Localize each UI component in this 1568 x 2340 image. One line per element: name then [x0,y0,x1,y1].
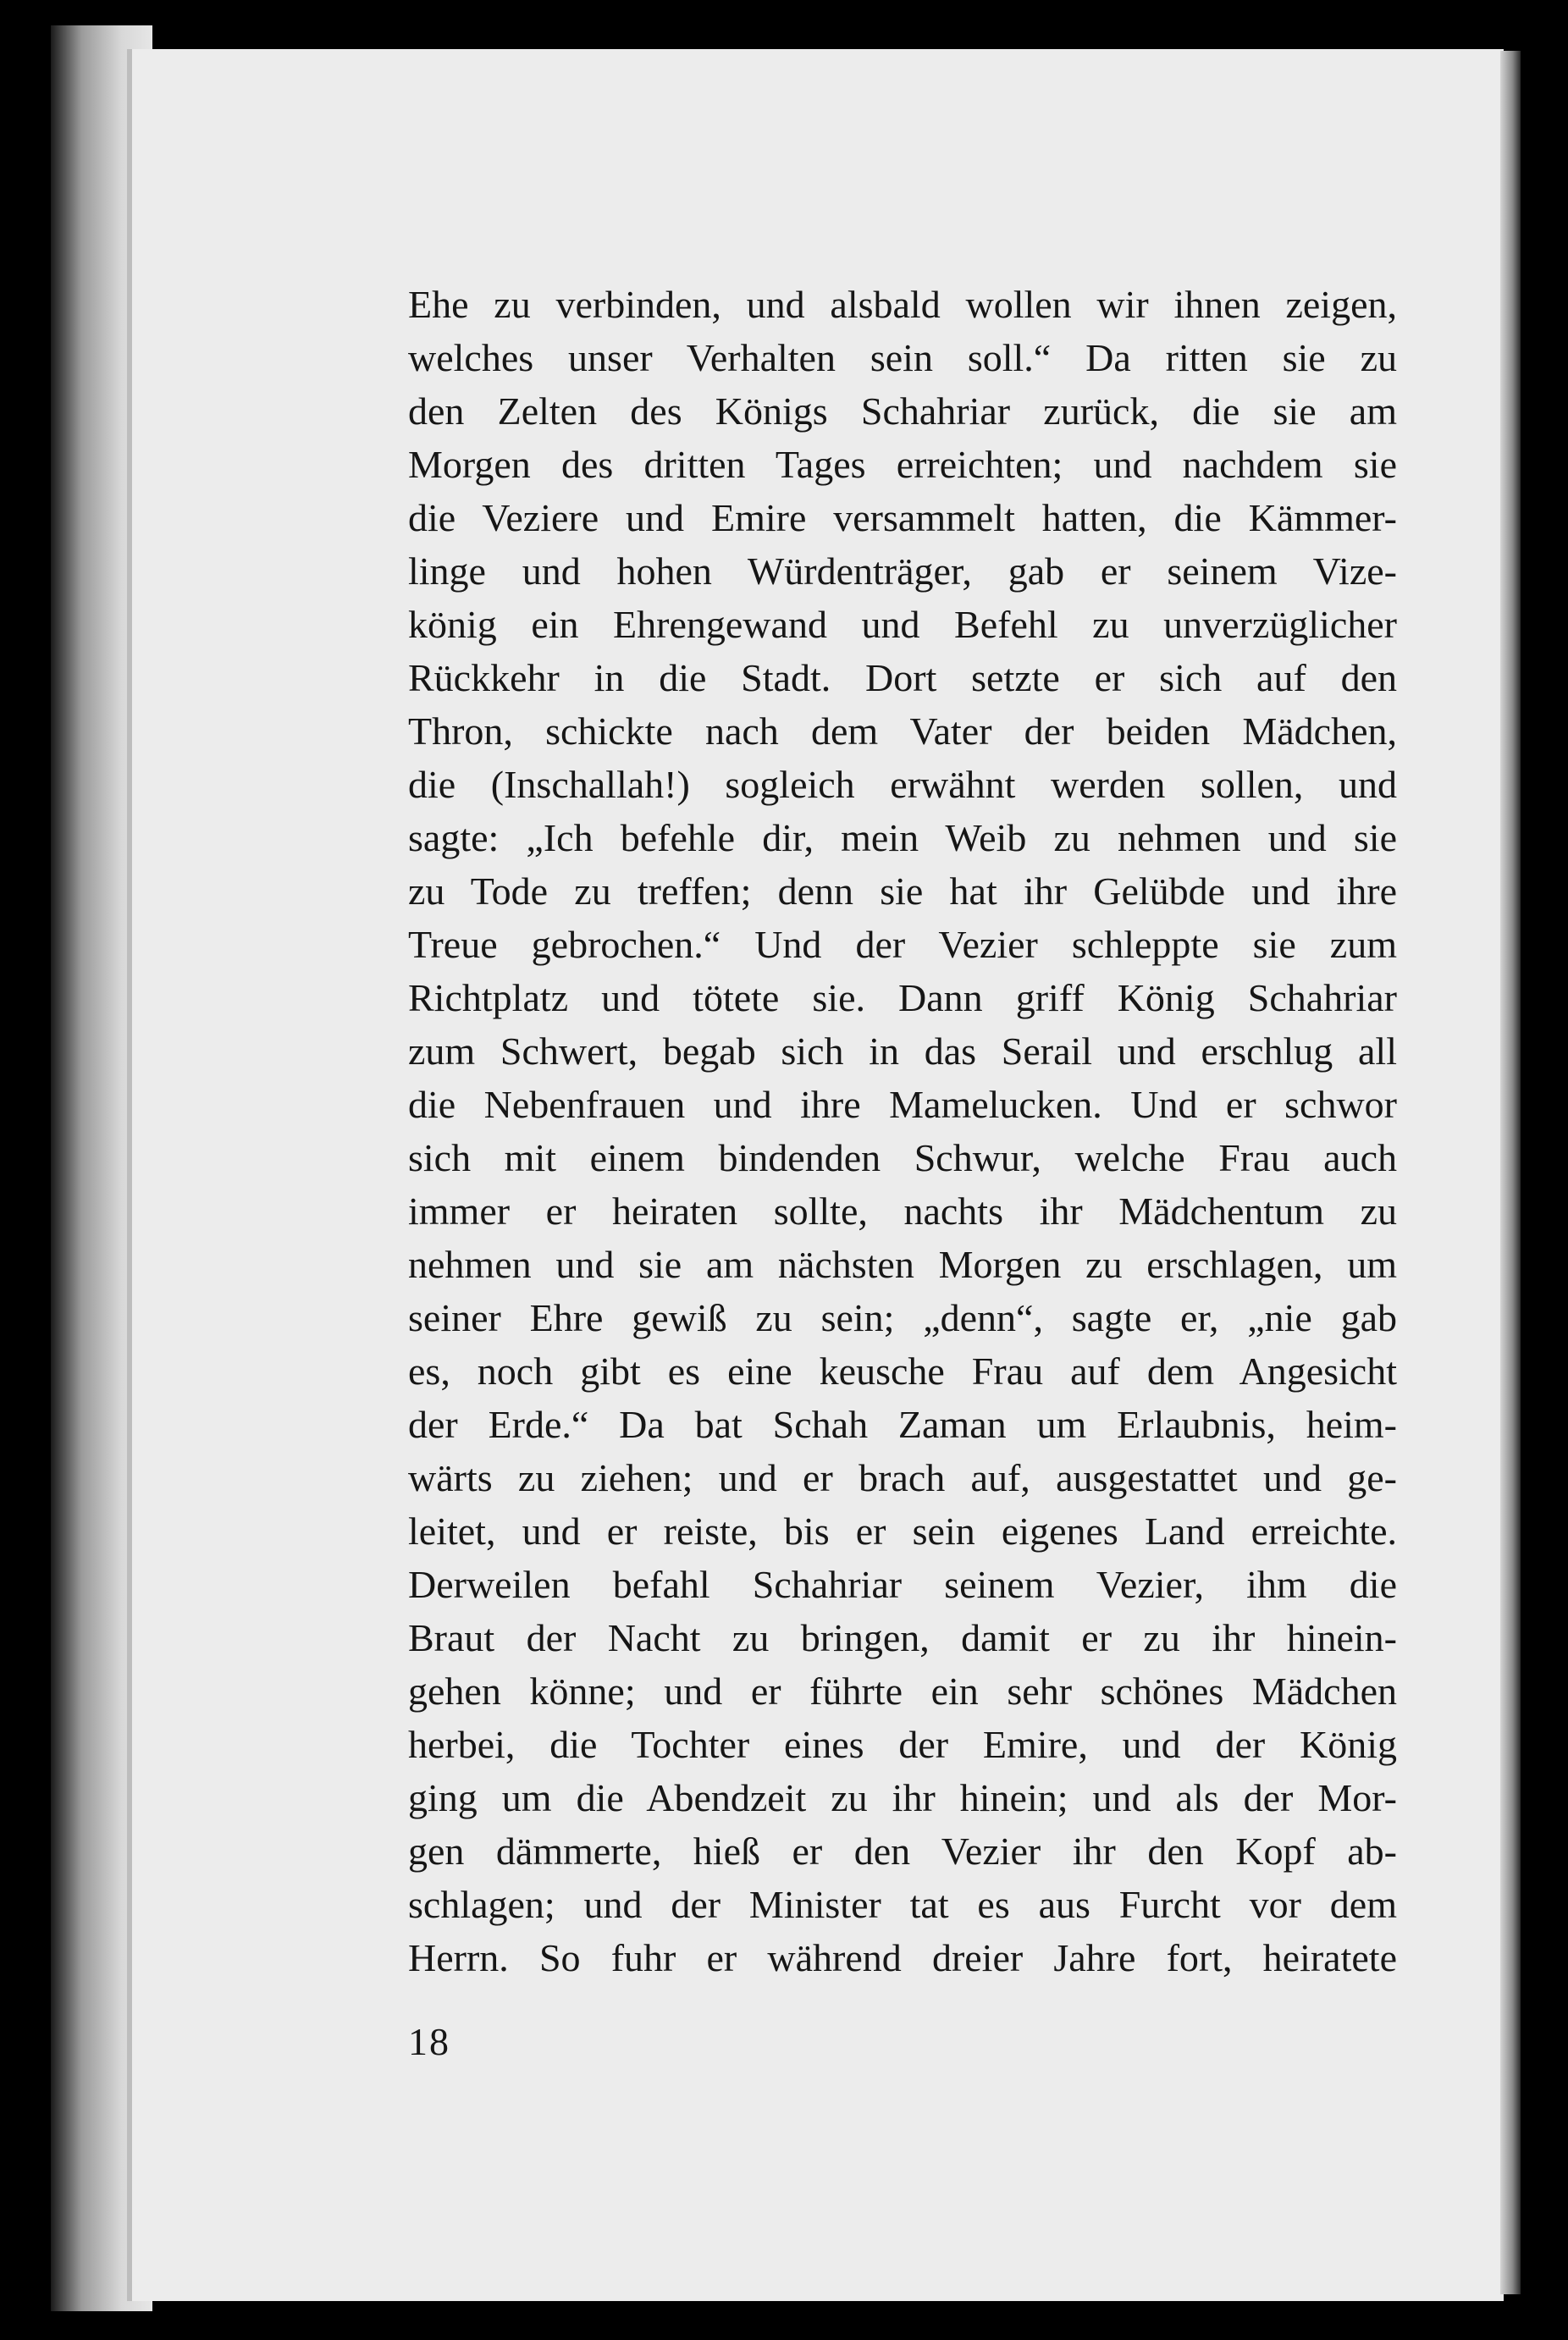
text-line: herbei, die Tochter eines der Emire, und der König [408,1723,1397,1766]
text-line: Ehe zu verbinden, und alsbald wollen wir ihnen zeigen, [408,283,1397,326]
text-line: gehen könne; und er führte ein sehr schönes Mädchen [408,1669,1397,1713]
text-line: ging um die Abendzeit zu ihr hinein; und als der Mor- [408,1776,1397,1819]
text-line: schlagen; und der Minister tat es aus Furcht vor dem [408,1883,1397,1926]
text-line: gen dämmerte, hieß er den Vezier ihr den Kopf ab- [408,1830,1397,1873]
text-line: könig ein Ehrengewand und Befehl zu unverzüglicher [408,603,1397,646]
text-line: Morgen des dritten Tages erreichten; und nachdem sie [408,443,1397,486]
text-line: nehmen und sie am nächsten Morgen zu erschlagen, um [408,1243,1397,1286]
text-line: Braut der Nacht zu bringen, damit er zu ihr hinein- [408,1616,1397,1659]
text-line: leitet, und er reiste, bis er sein eigenes Land erreichte. [408,1509,1397,1553]
page-edge [1500,51,1521,2294]
text-line: immer er heiraten sollte, nachts ihr Mädchentum zu [408,1189,1397,1233]
text-line: Derweilen befahl Schahriar seinem Vezier, ihm die [408,1563,1397,1606]
text-line: linge und hohen Würdenträger, gab er seinem Vize- [408,549,1397,593]
text-line: der Erde.“ Da bat Schah Zaman um Erlaubnis, heim- [408,1403,1397,1446]
text-line: Herrn. So fuhr er während dreier Jahre fort, heiratete [408,1936,1397,1979]
text-line: zum Schwert, begab sich in das Serail und erschlug all [408,1029,1397,1073]
text-line: zu Tode zu treffen; denn sie hat ihr Gelübde und ihre [408,869,1397,913]
text-line: sagte: „Ich befehle dir, mein Weib zu nehmen und sie [408,816,1397,859]
text-line: es, noch gibt es eine keusche Frau auf dem Angesicht [408,1349,1397,1393]
text-line: welches unser Verhalten sein soll.“ Da ritten sie zu [408,336,1397,379]
text-line: Rückkehr in die Stadt. Dort setzte er sich auf den [408,656,1397,699]
text-line: die Nebenfrauen und ihre Mamelucken. Und er schwor [408,1083,1397,1126]
page-number: 18 [408,2020,450,2063]
text-line: Thron, schickte nach dem Vater der beiden Mädchen, [408,709,1397,753]
body-text [408,278,1397,1984]
text-line: seiner Ehre gewiß zu sein; „denn“, sagte er, „nie gab [408,1296,1397,1339]
text-line: die Veziere und Emire versammelt hatten, die Kämmer- [408,496,1397,539]
text-line: die (Inschallah!) sogleich erwähnt werden sollen, und [408,763,1397,806]
text-line: sich mit einem bindenden Schwur, welche Frau auch [408,1136,1397,1179]
text-line: Richtplatz und tötete sie. Dann griff König Schahriar [408,976,1397,1019]
text-line: Treue gebrochen.“ Und der Vezier schleppte sie zum [408,923,1397,966]
text-line: den Zelten des Königs Schahriar zurück, die sie am [408,389,1397,433]
text-line: wärts zu ziehen; und er brach auf, ausgestattet und ge- [408,1456,1397,1499]
